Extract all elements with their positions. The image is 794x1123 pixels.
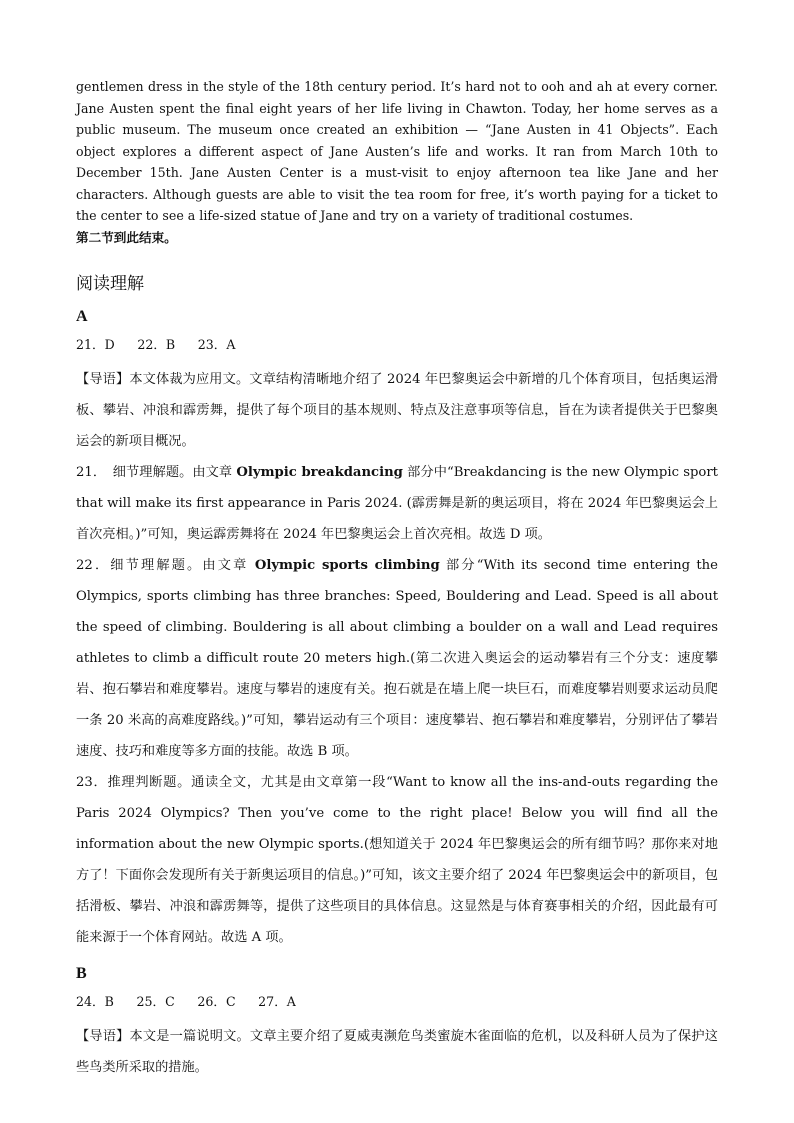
q22-body: 部分“With its second time entering the Olympics, sports climbing has three branches: Speed, Bouldering and Lead. Speed is all about the speed of climbing. Bouldering is all about climbing a boulder on a wall and Lead requires athletes to climb a difficult route 20 meters high.(第二次进入奥运会的运动攀岩有三个分支：速度攀岩、抱石攀岩和难度攀岩。速度与攀岩的速度有关。抱石就是在墙上爬一块巨石，而难度攀岩则要求运动员爬一条 20 米高的高难度路线。)”可知，攀岩运动有三个项目：速度攀岩、抱石攀岩和难度攀岩，分别评估了攀岩速度、技巧和难度等多方面的技能。故选 B 项。 [76,558,718,759]
q21-prefix: 21． 细节理解题。由文章 [76,465,237,480]
q23-explanation: 23．推理判断题。通读全文，尤其是由文章第一段“Want to know all the ins-and-outs regarding the Paris 2024 Olympics? Then you’ve come to the right place! Below you will find all the information about the new Olympic sports.(想知道关于 2024 年巴黎奥运会的所有细节吗？那你来对地方了！下面你会发现所有关于新奥运项目的信息。)”可知，该文主要介绍了 2024 年巴黎奥运会中的新项目，包括滑板、攀岩、冲浪和霹雳舞等，提供了这些项目的具体信息。这显然是与体育赛事相关的介绍，因此最有可能来源于一个体育网站。故选 A 项。 [76,775,718,945]
q22-prefix: 22．细节理解题。由文章 [76,558,255,573]
q22-explanation [76,550,718,767]
q22-bold-heading: Olympic sports climbing [254,558,440,573]
part-a-letter: A [76,308,88,325]
part-a-answers: 21．D 22．B 23．A [76,337,236,352]
top-passage: gentlemen dress in the style of the 18th century period. It’s hard not to ooh and ah at every corner. Jane Austen spent the final eight years of her life living in Chawton. Today, her home serves as a public museum. The museum once created an exhibition — “Jane Austen in 41 Objects”. Each object explores a different aspect of Jane Austen’s life and works. It ran from March 10th to December 15th. Jane Austen Center is a must-visit to enjoy afternoon tea like Jane and her characters. Although guests are able to visit the tea room for free, it’s worth paying for a ticket to the center to see a life-sized statue of Jane and try on a variety of traditional costumes. [76,79,718,223]
part-b-answers: 24．B 25．C 26．C 27．A [76,994,296,1009]
part-b-guide: 【导语】本文是一篇说明文。文章主要介绍了夏威夷濒危鸟类蜜旋木雀面临的危机，以及科研人员为了保护这些鸟类所采取的措施。 [76,1029,718,1075]
q21-body: 部分中“Breakdancing is the new Olympic sport that will make its first appearance in Paris 2024. (霹雳舞是新的奥运项目，将在 2024 年巴黎奥运会上首次亮相。)”可知，奥运霹雳舞将在 2024 年巴黎奥运会上首次亮相。故选 D 项。 [76,465,718,542]
q21-explanation [76,457,718,550]
section-title: 阅读理解 [76,274,144,294]
part-b-letter: B [76,965,87,982]
part-a [76,306,718,953]
part-b [76,963,718,1083]
section-end-note: 第二节到此结束。 [76,229,177,245]
page-content [76,76,718,1083]
part-a-guide: 【导语】本文体裁为应用文。文章结构清晰地介绍了 2024 年巴黎奥运会中新增的几个体育项目，包括奥运滑板、攀岩、冲浪和霹雳舞，提供了每个项目的基本规则、特点及注意事项等信息，旨在为读者提供关于巴黎奥运会的新项目概况。 [76,372,718,449]
q21-bold-heading: Olympic breakdancing [236,465,403,480]
